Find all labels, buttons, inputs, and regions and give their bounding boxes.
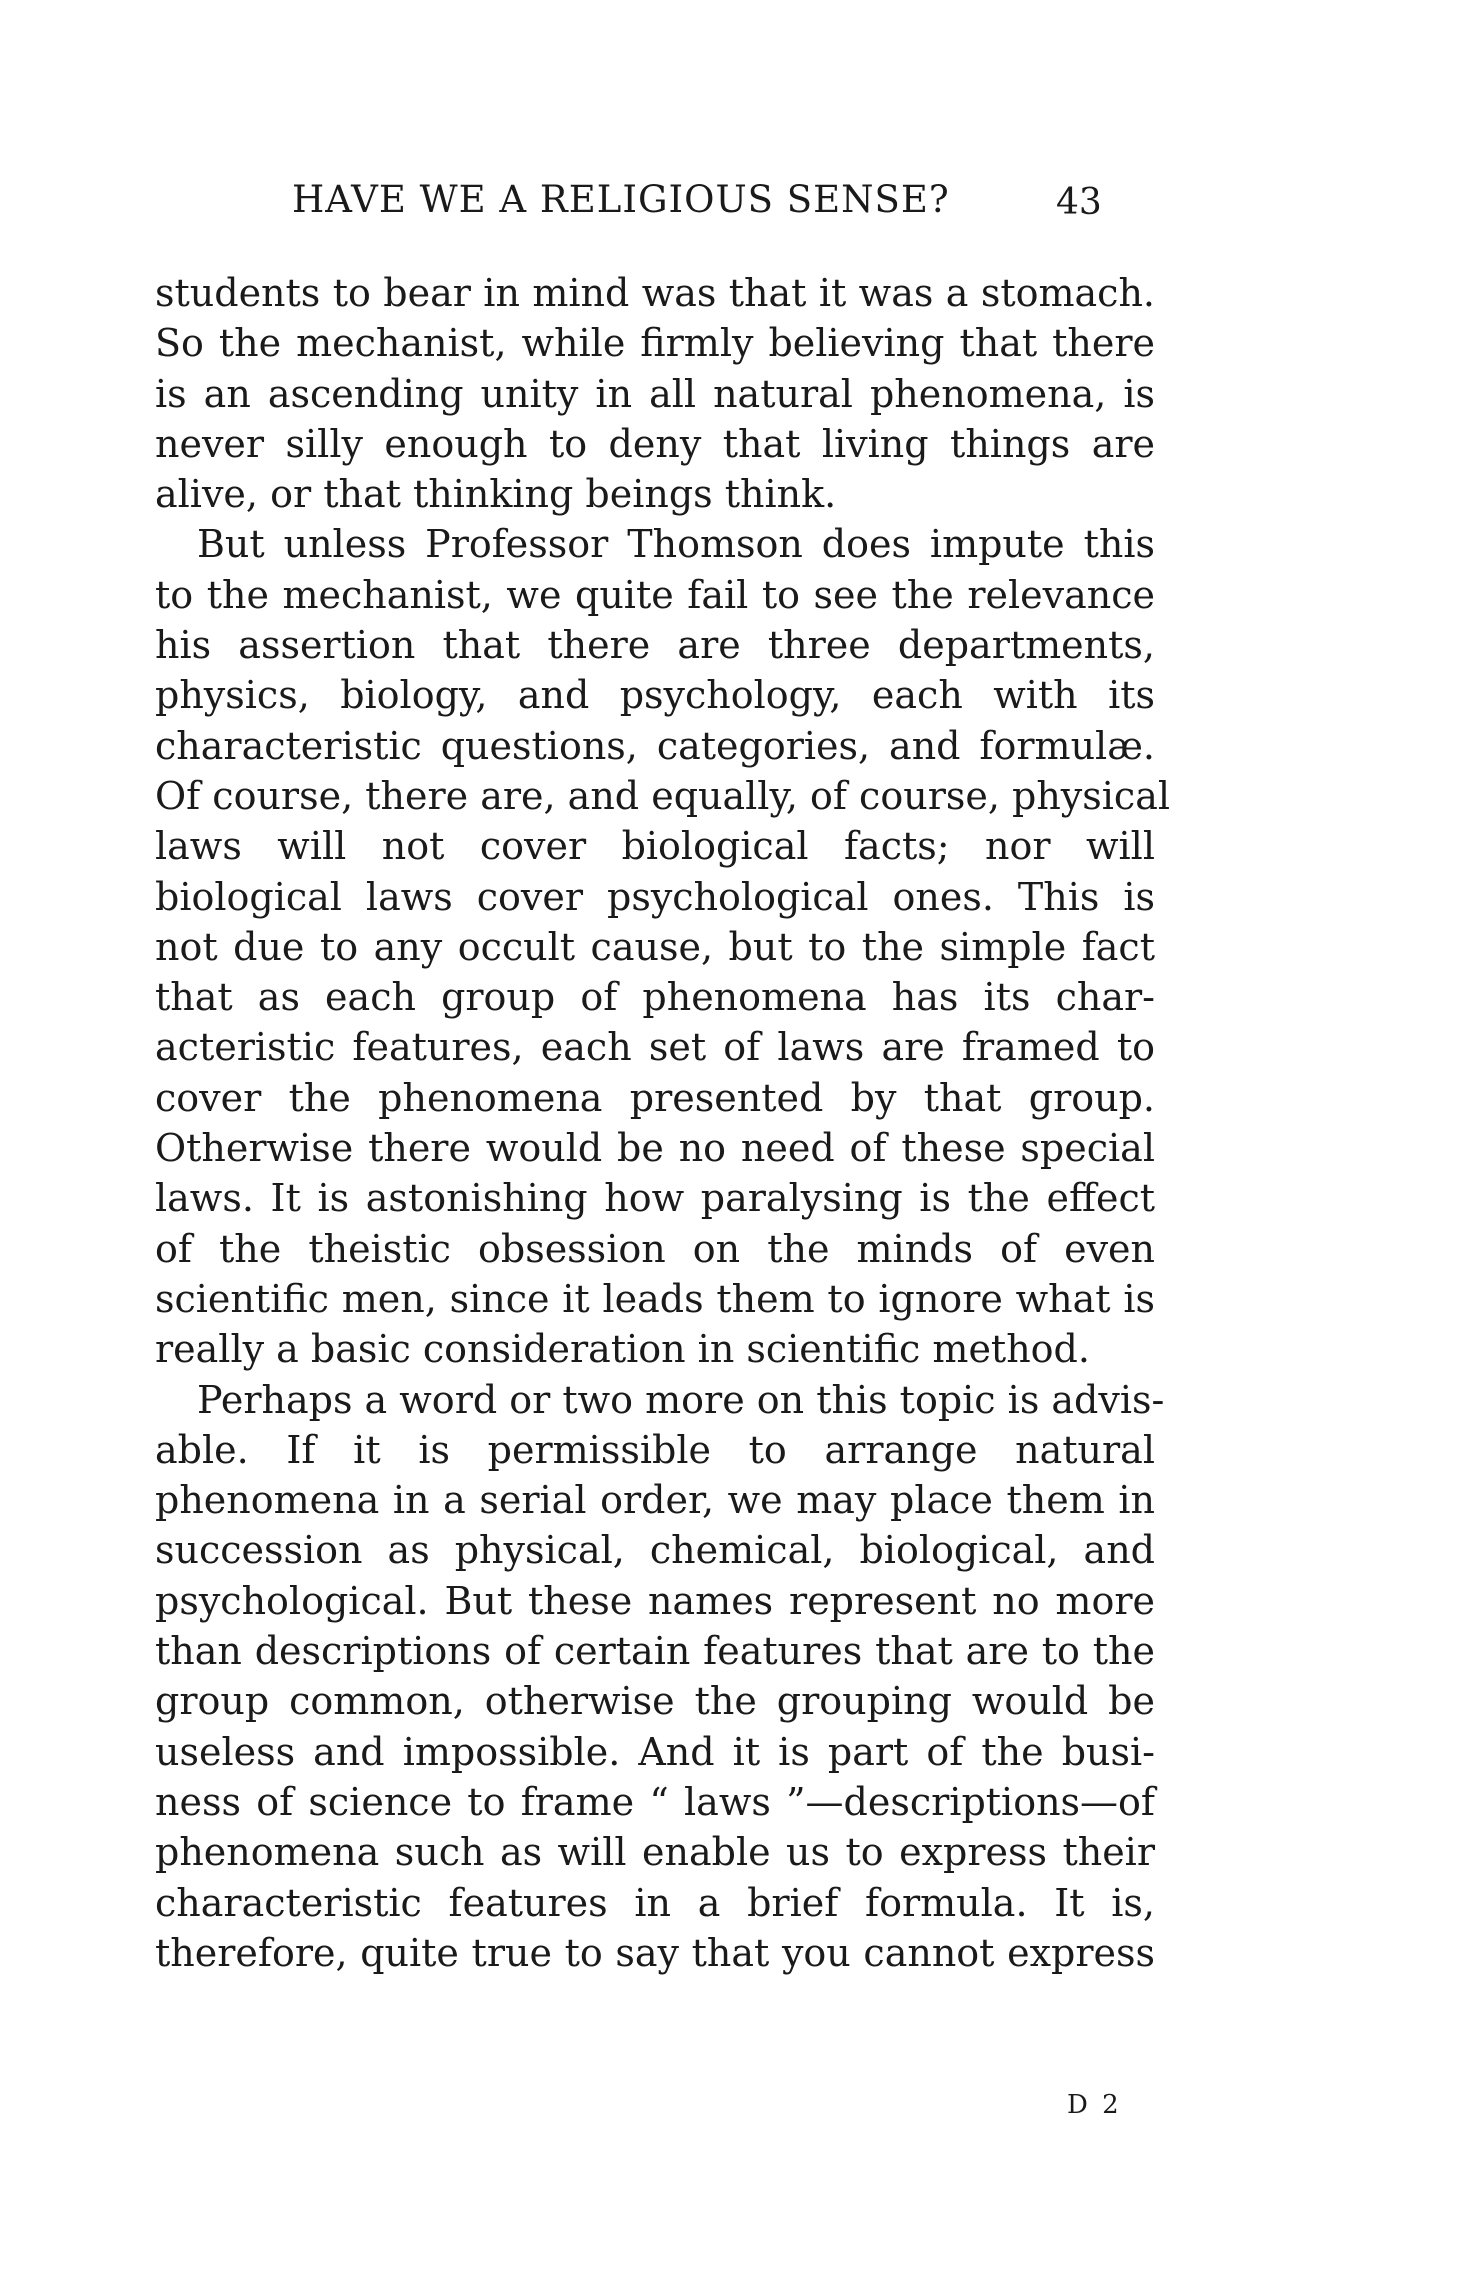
text-line: phenomena such as will enable us to express their — [155, 1830, 1155, 1875]
text-line: able. If it is permissible to arrange natural — [155, 1427, 1155, 1472]
signature-mark: D 2 — [1067, 2090, 1122, 2120]
text-line: his assertion that there are three departments, — [155, 623, 1155, 668]
text-line: laws. It is astonishing how paralysing is the effect — [155, 1176, 1155, 1221]
text-line: acteristic features, each set of laws are framed to — [155, 1025, 1155, 1070]
text-line: succession as physical, chemical, biological, and — [155, 1528, 1155, 1573]
text-line: But unless Professor Thomson does impute this — [197, 522, 1155, 567]
text-line: psychological. But these names represent no more — [155, 1578, 1155, 1623]
page-number: 43 — [1056, 182, 1102, 223]
text-line: than descriptions of certain features that are to the — [155, 1629, 1155, 1674]
text-line: biological laws cover psychological ones. This is — [155, 874, 1155, 919]
body-text — [155, 268, 1171, 1978]
text-line: really a basic consideration in scientific method. — [155, 1327, 1090, 1372]
text-line: physics, biology, and psychology, each with its — [155, 673, 1155, 718]
text-line: group common, otherwise the grouping would be — [155, 1679, 1155, 1724]
text-line: characteristic features in a brief formula. It is, — [155, 1880, 1155, 1925]
text-line: never silly enough to deny that living things are — [155, 421, 1155, 466]
text-line: students to bear in mind was that it was a stomach. — [155, 271, 1155, 315]
text-line: of the theistic obsession on the minds of even — [155, 1226, 1155, 1271]
text-line: not due to any occult cause, but to the simple fact — [155, 924, 1155, 969]
text-line: laws will not cover biological facts; nor will — [155, 824, 1155, 869]
text-line: Perhaps a word or two more on this topic is advis- — [197, 1377, 1165, 1422]
text-line: therefore, quite true to say that you cannot express — [155, 1930, 1155, 1975]
text-line: phenomena in a serial order, we may place them in — [155, 1478, 1155, 1523]
text-line: to the mechanist, we quite fail to see the relevance — [155, 572, 1155, 617]
running-title: HAVE WE A RELIGIOUS SENSE? — [292, 178, 950, 221]
text-line: So the mechanist, while firmly believing that there — [155, 321, 1155, 366]
text-line: useless and impossible. And it is part of the busi- — [155, 1729, 1155, 1774]
text-line: alive, or that thinking beings think. — [155, 472, 837, 517]
text-line: cover the phenomena presented by that group. — [155, 1075, 1155, 1120]
text-line: is an ascending unity in all natural phenomena, is — [155, 371, 1155, 416]
text-line: Otherwise there would be no need of these special — [155, 1126, 1155, 1171]
text-line: characteristic questions, categories, and formulæ. — [155, 723, 1155, 768]
text-line: that as each group of phenomena has its char- — [155, 975, 1155, 1020]
text-line: Of course, there are, and equally, of course, physical — [155, 773, 1171, 818]
text-line: scientific men, since it leads them to ignore what is — [155, 1276, 1155, 1321]
text-line: ness of science to frame “ laws ”—descriptions—of — [155, 1779, 1155, 1824]
